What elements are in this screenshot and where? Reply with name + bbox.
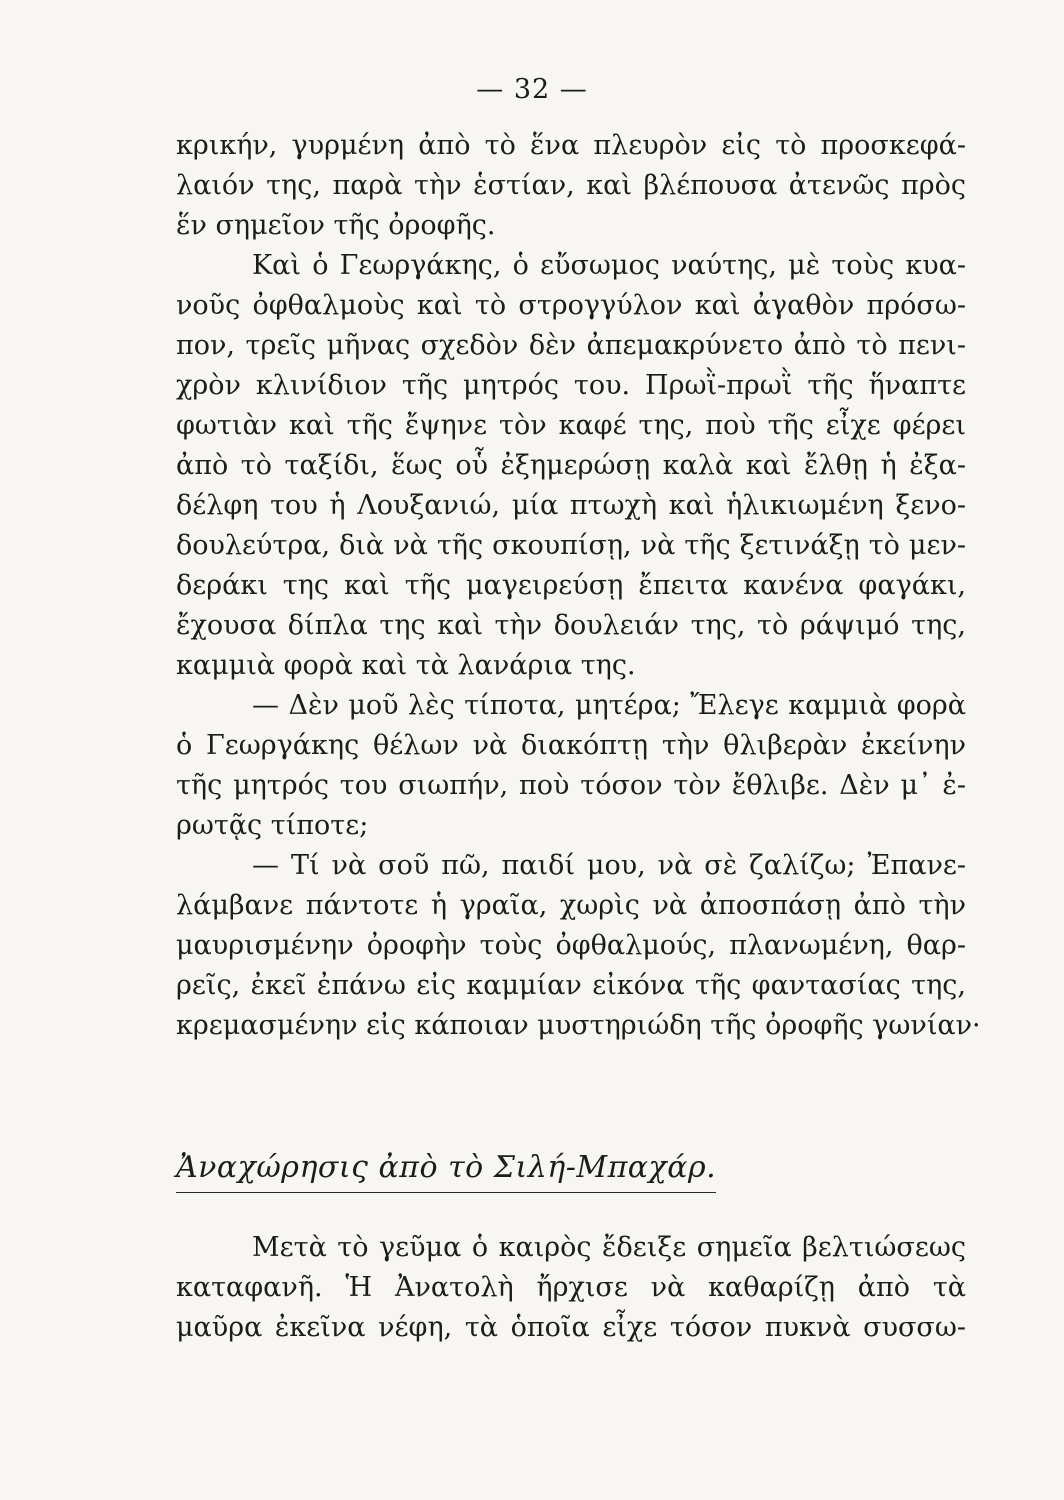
text-line: καμμιὰ φορὰ καὶ τὰ λανάρια της. xyxy=(176,650,636,681)
text-line: νοῦς ὀφθαλμοὺς καὶ τὸ στρογγύλον καὶ ἀγαθὸν πρόσω- xyxy=(176,290,966,321)
text-block-top xyxy=(176,126,981,1046)
heading-underline xyxy=(176,1192,716,1193)
text-line: — Τί νὰ σοῦ πῶ, παιδί μου, νὰ σὲ ζαλίζω; Ἐπανε- xyxy=(252,850,966,881)
text-line: Καὶ ὁ Γεωργάκης, ὁ εὔσωμος ναύτης, μὲ τοὺς κυα- xyxy=(252,250,966,281)
text-line: δεράκι της καὶ τῆς μαγειρεύσῃ ἔπειτα κανένα φαγάκι, xyxy=(176,570,966,601)
text-line: κρικήν, γυρμένη ἀπὸ τὸ ἕνα πλευρὸν εἰς τὸ προσκεφά- xyxy=(176,130,966,161)
text-line: ρεῖς, ἐκεῖ ἐπάνω εἰς καμμίαν εἰκόνα τῆς φαντασίας της, xyxy=(176,970,966,1001)
text-line: κρεμασμένην εἰς κάποιαν μυστηριώδη τῆς ὀροφῆς γωνίαν· xyxy=(176,1010,981,1041)
text-line: μαῦρα ἐκεῖνα νέφη, τὰ ὁποῖα εἶχε τόσον πυκνὰ συσσω- xyxy=(176,1312,966,1343)
section-heading: Ἀναχώρησις ἀπὸ τὸ Σιλή-Μπαχάρ. xyxy=(176,1150,717,1185)
text-line: δέλφη του ἡ Λουξανιώ, μία πτωχὴ καὶ ἡλικιωμένη ξενο- xyxy=(176,490,966,521)
text-line: πον, τρεῖς μῆνας σχεδὸν δὲν ἀπεμακρύνετο ἀπὸ τὸ πενι- xyxy=(176,330,966,361)
text-line: χρὸν κλινίδιον τῆς μητρός του. Πρωῒ-πρωῒ τῆς ἥναπτε xyxy=(176,370,966,401)
text-line: — Δὲν μοῦ λὲς τίποτα, μητέρα; Ἔλεγε καμμιὰ φορὰ xyxy=(252,690,966,721)
text-line: ἕν σημεῖον τῆς ὀροφῆς. xyxy=(176,210,496,241)
text-line: Μετὰ τὸ γεῦμα ὁ καιρὸς ἔδειξε σημεῖα βελτιώσεως xyxy=(252,1232,966,1263)
text-line: καταφανῆ. Ἡ Ἀνατολὴ ἤρχισε νὰ καθαρίζῃ ἀπὸ τὰ xyxy=(176,1272,966,1303)
text-line: τῆς μητρός του σιωπήν, ποὺ τόσον τὸν ἔθλιβε. Δὲν μ᾿ ἐ- xyxy=(176,770,966,801)
text-line: λαιόν της, παρὰ τὴν ἑστίαν, καὶ βλέπουσα ἀτενῶς πρὸς xyxy=(176,170,966,201)
text-line: ὁ Γεωργάκης θέλων νὰ διακόπτῃ τὴν θλιβερὰν ἐκείνην xyxy=(176,730,966,761)
text-line: φωτιὰν καὶ τῆς ἔψηνε τὸν καφέ της, ποὺ τῆς εἶχε φέρει xyxy=(176,410,966,441)
text-line: μαυρισμένην ὀροφὴν τοὺς ὀφθαλμούς, πλανωμένη, θαρ- xyxy=(176,930,966,961)
text-line: ἔχουσα δίπλα της καὶ τὴν δουλειάν της, τὸ ράψιμό της, xyxy=(176,610,966,641)
page-number: — 32 — xyxy=(476,74,588,105)
text-block-bottom xyxy=(176,1228,966,1348)
text-line: ἀπὸ τὸ ταξίδι, ἕως οὗ ἐξημερώσῃ καλὰ καὶ ἔλθῃ ἡ ἐξα- xyxy=(176,450,966,481)
text-line: ρωτᾷς τίποτε; xyxy=(176,810,369,841)
text-line: δουλεύτρα, διὰ νὰ τῆς σκουπίσῃ, νὰ τῆς ξετινάξῃ τὸ μεν- xyxy=(176,530,966,561)
text-line: λάμβανε πάντοτε ἡ γραῖα, χωρὶς νὰ ἀποσπάσῃ ἀπὸ τὴν xyxy=(176,890,966,921)
